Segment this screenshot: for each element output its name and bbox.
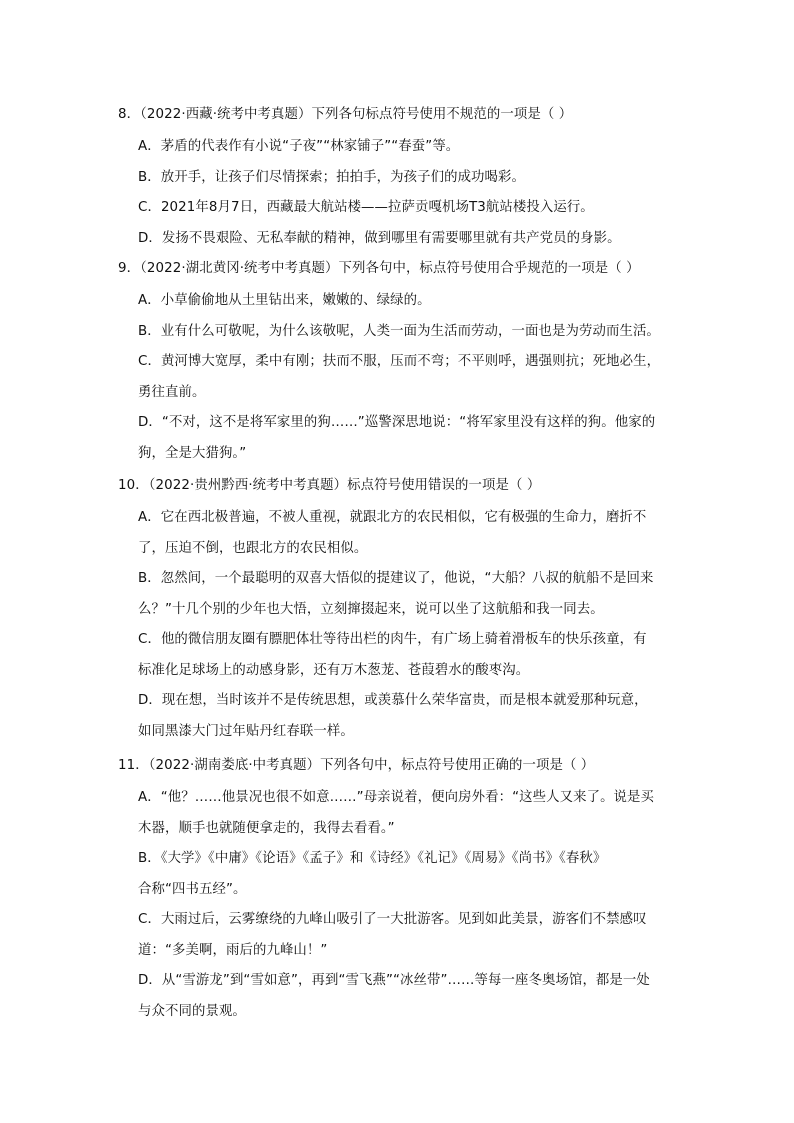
option-d: [118, 693, 698, 740]
option-b: [118, 324, 698, 340]
option-a: [118, 510, 698, 557]
option-c: [118, 912, 698, 959]
option-line: 狗，全是大猎狗。”: [138, 445, 247, 461]
question-stem: 11．（2022·湖南娄底·中考真题）下列各句中，标点符号使用正确的一项是（ ）: [118, 758, 595, 773]
option-line: B．《大学》《中庸》《论语》《孟子》和《诗经》《礼记》《周易》《尚书》《春秋》: [138, 851, 607, 866]
option-line: C．2021年8月7日，西藏最大航站楼——拉萨贡嘎机场T3航站楼投入运行。: [138, 200, 594, 215]
option-line: 与众不同的景观。: [138, 1003, 246, 1019]
option-line: 木器，顺手也就随便拿走的，我得去看看。”: [138, 820, 395, 836]
option-b: [118, 571, 698, 618]
question-stem: 8．（2022·西藏·统考中考真题）下列各句标点符号使用不规范的一项是（ ）: [118, 107, 573, 122]
option-line: 勇往直前。: [138, 384, 206, 400]
option-line: 么？”十几个别的少年也大悟，立刻撺掇起来，说可以坐了这航船和我一同去。: [138, 601, 604, 617]
option-line: D．发扬不畏艰险、无私奉献的精神，做到哪里有需要哪里就有共产党员的身影。: [138, 230, 621, 246]
option-line: D．从“雪游龙”到“雪如意”，再到“雪飞燕”“冰丝带”……等每一座冬奥场馆，都是一处: [138, 973, 650, 988]
option-d: [118, 973, 698, 1020]
option-line: D．“不对，这不是将军家里的狗……”巡警深思地说：“将军家里没有这样的狗。他家的: [138, 415, 656, 430]
option-line: B．业有什么可敬呢，为什么该敬呢，人类一面为生活而劳动，一面也是为劳动而生活。: [138, 323, 660, 339]
option-a: [118, 790, 698, 837]
question-stem: 9．（2022·湖北黄冈·统考中考真题）下列各句中，标点符号使用合乎规范的一项是（ ）: [118, 261, 640, 276]
question-10: [118, 478, 698, 754]
option-line: 了，压迫不倒，也跟北方的农民相似。: [138, 540, 368, 556]
option-line: A．茅盾的代表作有小说“子夜”“林家铺子”“春蚕”等。: [138, 139, 460, 154]
option-line: 如同黑漆大门过年贴丹红春联一样。: [138, 723, 354, 739]
option-line: A．小草偷偷地从土里钻出来，嫩嫩的、绿绿的。: [138, 293, 431, 308]
question-11: [118, 758, 698, 1034]
option-line: D．现在想，当时该并不是传统思想，或羡慕什么荣华富贵，而是根本就爱那种玩意，: [138, 693, 648, 708]
option-c: [118, 632, 698, 679]
option-line: 道：“多美啊，雨后的九峰山！”: [138, 942, 328, 958]
option-a: [118, 139, 698, 155]
option-line: B．忽然间，一个最聪明的双喜大悟似的提建议了，他说，“大船？八叔的航船不是回来: [138, 571, 654, 586]
question-8: [118, 107, 698, 261]
option-d: [118, 231, 698, 247]
option-a: [118, 293, 698, 309]
option-line: A．“他？……他景况也很不如意……”母亲说着，便向房外看：“这些人又来了。说是买: [138, 790, 655, 805]
option-line: B．放开手，让孩子们尽情探索；拍拍手，为孩子们的成功喝彩。: [138, 169, 526, 185]
option-b: [118, 851, 698, 898]
option-line: C．他的微信朋友圈有膘肥体壮等待出栏的肉牛，有广场上骑着滑板车的快乐孩童，有: [138, 632, 647, 647]
option-d: [118, 415, 698, 462]
option-line: C．黄河博大宽厚，柔中有刚；扶而不服，压而不弯；不平则呼，遇强则抗；死地必生，: [138, 354, 661, 369]
question-stem: 10．（2022·贵州黔西·统考中考真题）标点符号使用错误的一项是（ ）: [118, 478, 541, 493]
option-c: [118, 354, 698, 401]
option-line: C．大雨过后，云雾缭绕的九峰山吸引了一大批游客。见到如此美景，游客们不禁感叹: [138, 912, 647, 927]
option-b: [118, 170, 698, 186]
option-line: 合称“四书五经”。: [138, 881, 247, 897]
question-9: [118, 261, 698, 476]
option-line: 标准化足球场上的动感身影，还有万木葱茏、苍葭碧水的酸枣沟。: [138, 662, 530, 678]
option-line: A．它在西北极普遍，不被人重视，就跟北方的农民相似，它有极强的生命力，磨折不: [138, 510, 647, 525]
option-c: [118, 200, 698, 216]
